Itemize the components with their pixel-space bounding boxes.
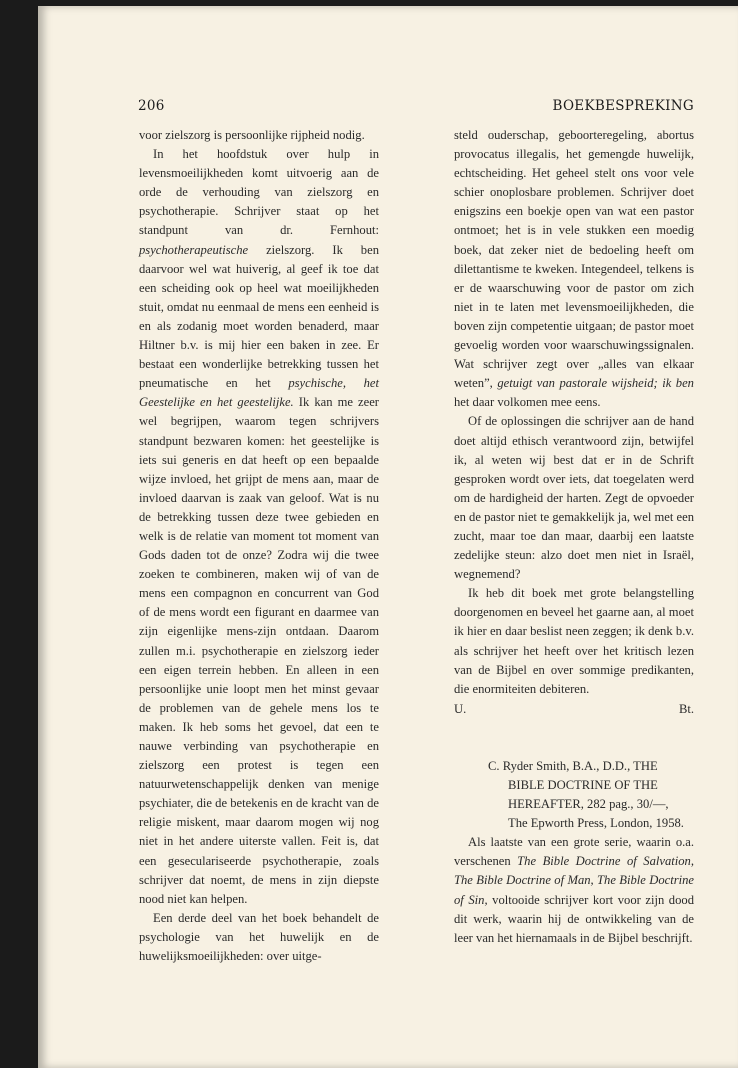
text-run: het daar volkomen mee eens. bbox=[454, 395, 601, 410]
bookref-line: C. Ryder Smith, B.A., D.D., THE bbox=[488, 758, 658, 773]
left-column bbox=[139, 126, 379, 966]
signature-abbrev: Bt. bbox=[678, 701, 694, 716]
reviewer-signature bbox=[454, 700, 694, 719]
italic-run: The Bible Doctrine of Salvation, The Bible Doctrine of Man, The Bible Doctrine of Sin, bbox=[454, 854, 695, 907]
section-title: BOEKBESPREKING bbox=[552, 98, 694, 114]
text-run: In het hoofdstuk over hulp in levensmoeilijkheden komt uitvoerig aan de orde de verhouding van zielszorg en psychotherapie. Schrijver staat op het standpunt van dr. Fernhout: bbox=[139, 147, 379, 238]
right-column bbox=[454, 126, 694, 948]
paragraph bbox=[139, 145, 379, 909]
italic-run: psychotherapeutische bbox=[139, 242, 249, 257]
paragraph: Of de oplossingen die schrijver aan de hand doet altijd ethisch verantwoord zijn, betwijfel ik, al weten wij best dat er in de Schrift gesproken wordt over iets, dat toegelaten werd om de hardigheid der harten. Zegt de opvoeder en de pastor niet te gemakkelijk ja, wel met een zucht, maar toe dan maar, daarbij een laatste zedelijke steun: alzo doet men niet in Israël, wegnemend? bbox=[454, 414, 694, 582]
paragraph: Ik heb dit boek met grote belangstelling doorgenomen en beveel het gaarne aan, al moet ik hier en daar beslist neen zeggen; ik denk b.v. als schrijver het heeft over het kritisch lezen van de Bijbel en over sommige predikanten, die enormiteiten debiteren. bbox=[454, 586, 694, 696]
text-run: Als laatste van een grote serie, waarin o.a. verschenen bbox=[454, 835, 694, 869]
paragraph bbox=[454, 833, 694, 948]
paragraph: voor zielszorg is persoonlijke rijpheid nodig. bbox=[139, 128, 365, 142]
bookref-line: BIBLE DOCTRINE OF THE bbox=[508, 778, 658, 792]
page-number: 206 bbox=[138, 98, 165, 114]
signature-initial: U. bbox=[454, 701, 467, 716]
text-run: Ik kan me zeer wel begrijpen, waarom tegen schrijvers standpunt bezwaren komen: het geestelijke is iets sui generis en dat heeft op een bepaalde wijze invloed, het grijpt de mens aan, maar de invloed daarvan is zaak van geloof. Wat is nu de betrekking tussen deze twee gebieden en welk is de relatie van moment tot moment van Gods daden tot de onze? Zodra wij die twee zoeken te combineren, maken wij of van de mens een compagnon en concurrent van God of de mens wordt een figurant en daarmee van zijn eigenlijke mens-zijn ontdaan. Daarom zullen m.i. psychotherapie en zielszorg ieder een eigen terrein hebben. En alleen in een persoonlijke unie loopt men het minst gevaar de problemen van de gehele mens los te maken. Ik heb soms het gevoel, dat een te nauwe verbinding van psychotherapie en zielszorg een protest is tegen een natuurwetenschappelijk denken van menige psychiater, die de betekenis en de kracht van de religie miskent, maar daarom mogen wij nog niet in het andere uiterste vallen. Feit is, dat een geseculariseerde psychotherapie, zoals schrijver dat noemt, de mens in zijn diepste nood niet kan helpen. bbox=[139, 395, 379, 906]
bookref-line: HEREAFTER, 282 pag., 30/—, bbox=[508, 797, 669, 812]
bookref-line: The Epworth Press, London, 1958. bbox=[508, 816, 684, 831]
book-reference bbox=[454, 757, 694, 833]
text-run: zielszorg. Ik ben daarvoor wel wat huiverig, al geef ik toe dat een scheiding ook op heel wat moeilijkheden stuit, omdat nu eenmaal de mens een eenheid is en als zodanig moet worden benaderd, maar Hiltner b.v. is mij hier een baken in zee. Er bestaat een wonderlijke betrekking tussen het pneumatische en het bbox=[139, 242, 379, 391]
paragraph bbox=[454, 126, 694, 412]
scanned-page bbox=[38, 6, 738, 1068]
paragraph: Een derde deel van het boek behandelt de psychologie van het huwelijk en de huwelijksmoeilijkheden: over uitge- bbox=[139, 910, 379, 964]
italic-run: getuigt van pastorale wijsheid; ik ben bbox=[497, 376, 694, 391]
italic-run: psychische, het Geestelijke en het geestelijke. bbox=[139, 376, 379, 410]
text-run: voltooide schrijver kort voor zijn dood dit werk, waarin hij de ontwikkeling van de leer van het hiernamaals in de Bijbel beschrijft. bbox=[454, 892, 694, 945]
text-run: steld ouderschap, geboorteregeling, abortus provocatus illegalis, het gemengde huwelijk, echtscheiding. Het geheel stelt ons voor vele schier onoplosbare problemen. Schrijver doet enigszins een boekje open van wat een pastor ontmoet; het is in vele stukken een moedig boek, dat zeker niet de bedoeling heeft om dilettantisme te kweken. Integendeel, telkens is er de waarschuwing voor de pastor om zich niet in te laten met levensmoeilijkheden, die boven zijn competentie uitgaan; de pastor moet gevoelig worden voor waarschuwingssignalen. Wat schrijver zegt over „alles van elkaar weten”, bbox=[454, 128, 694, 391]
